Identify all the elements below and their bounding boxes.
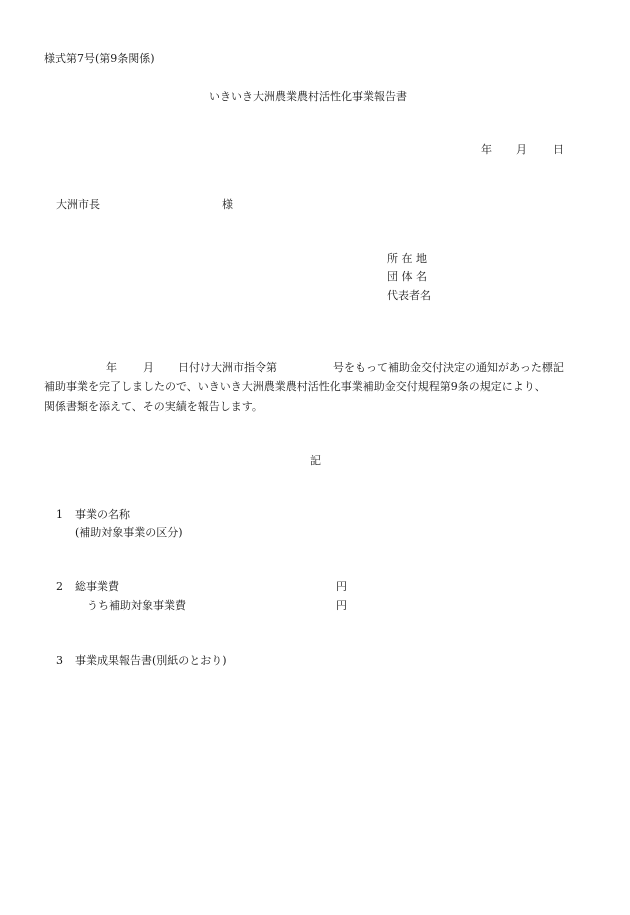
item-2-number: 2 <box>56 580 63 593</box>
date-day-label: 日 <box>553 143 564 156</box>
item-1-label: 事業の名称 <box>75 508 130 521</box>
body-after-number: 号をもって補助金交付決定の通知があった標記 <box>333 361 564 374</box>
body-after-day: 日付け大洲市指令第 <box>178 361 277 374</box>
representative-label: 代表者名 <box>387 289 431 302</box>
body-year-label: 年 <box>106 361 117 374</box>
ki-heading: 記 <box>310 454 321 467</box>
body-line-2: 補助事業を完了しましたので、いきいき大洲農業農村活性化事業補助金交付規程第9条の規定により、 <box>44 380 546 393</box>
date-year-label: 年 <box>481 143 492 156</box>
date-month-label: 月 <box>516 143 527 156</box>
item-2-label: 総事業費 <box>75 580 119 593</box>
item-1-sub-label: (補助対象事業の区分) <box>75 526 183 539</box>
item-2-unit: 円 <box>336 580 347 593</box>
form-number: 様式第7号(第9条関係) <box>44 52 155 65</box>
document-title: いきいき大洲農業農村活性化事業報告書 <box>209 90 407 103</box>
addressee-name: 大洲市長 <box>56 198 100 211</box>
item-1-number: 1 <box>56 508 63 521</box>
item-2-sub-unit: 円 <box>336 599 347 612</box>
body-month-label: 月 <box>143 361 154 374</box>
body-line-3: 関係書類を添えて、その実績を報告します。 <box>44 400 263 413</box>
item-3-label: 事業成果報告書(別紙のとおり) <box>75 654 227 667</box>
addressee-honorific: 様 <box>222 198 233 211</box>
item-2-sub-label: うち補助対象事業費 <box>87 599 186 612</box>
item-3-number: 3 <box>56 654 63 667</box>
organization-label: 団 体 名 <box>387 270 427 283</box>
address-label: 所 在 地 <box>387 252 427 265</box>
